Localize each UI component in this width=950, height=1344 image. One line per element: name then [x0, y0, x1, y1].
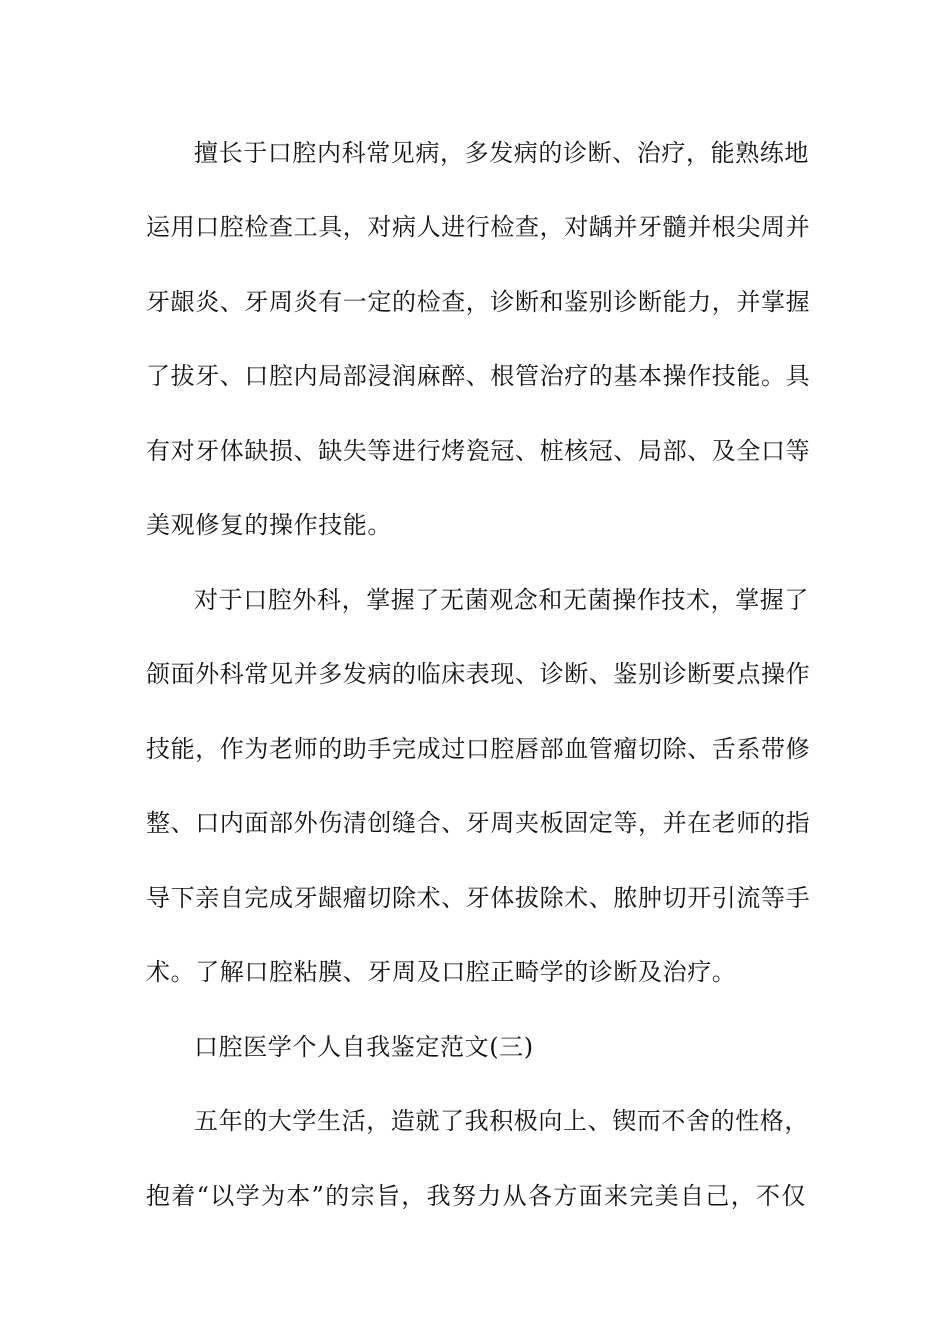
- section-heading: 口腔医学个人自我鉴定范文(三): [194, 1033, 534, 1061]
- paragraph-1-line-1: 擅长于口腔内科常见病，多发病的诊断、治疗，能熟练地: [194, 139, 809, 167]
- paragraph-1-line-3: 牙龈炎、牙周炎有一定的检查，诊断和鉴别诊断能力，并掌握: [146, 288, 811, 316]
- paragraph-1-line-4: 了拔牙、口腔内局部浸润麻醉、根管治疗的基本操作技能。具: [146, 362, 811, 390]
- paragraph-1-line-2: 运用口腔检查工具，对病人进行检查，对龋并牙髓并根尖周并: [146, 213, 811, 241]
- paragraph-2-line-6: 术。了解口腔粘膜、牙周及口腔正畸学的诊断及治疗。: [146, 958, 737, 986]
- paragraph-3-line-1: 五年的大学生活，造就了我积极向上、锲而不舍的性格，: [194, 1107, 809, 1135]
- paragraph-2-line-3: 技能，作为老师的助手完成过口腔唇部血管瘤切除、舌系带修: [146, 735, 811, 763]
- paragraph-3-line-2: 抱着“以学为本”的宗旨，我努力从各方面来完美自己，不仅: [146, 1182, 806, 1210]
- paragraph-2-line-4: 整、口内面部外伤清创缝合、牙周夹板固定等，并在老师的指: [146, 809, 811, 837]
- paragraph-2-line-5: 导下亲自完成牙龈瘤切除术、牙体拔除术、脓肿切开引流等手: [146, 884, 811, 912]
- paragraph-2-line-1: 对于口腔外科，掌握了无菌观念和无菌操作技术，掌握了: [194, 586, 809, 614]
- paragraph-1-line-6: 美观修复的操作技能。: [146, 511, 392, 539]
- paragraph-2-line-2: 颌面外科常见并多发病的临床表现、诊断、鉴别诊断要点操作: [146, 660, 811, 688]
- paragraph-1-line-5: 有对牙体缺损、缺失等进行烤瓷冠、桩核冠、局部、及全口等: [146, 437, 811, 465]
